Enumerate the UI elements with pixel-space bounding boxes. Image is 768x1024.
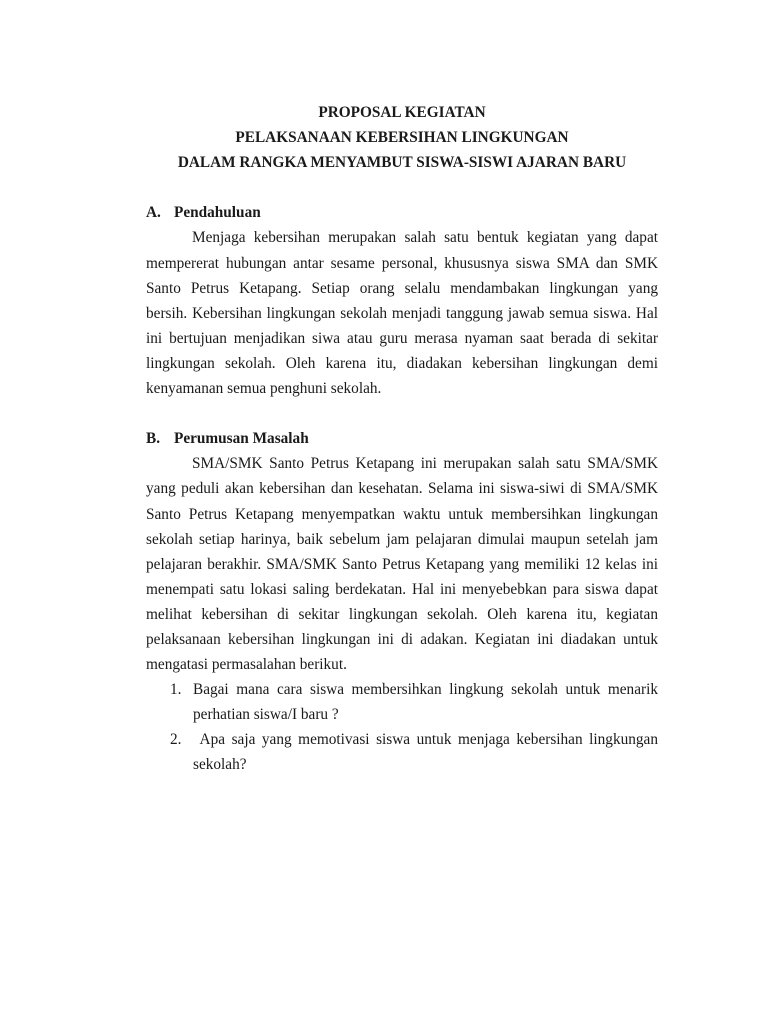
paragraph-line: yang peduli akan kebersihan dan kesehatan. Selama ini siswa-siwi di SMA/SMK — [146, 480, 658, 498]
list-item — [146, 677, 658, 727]
section-a-paragraph — [146, 225, 658, 401]
paragraph-line: mengatasi permasalahan berikut. — [146, 656, 347, 674]
document-title-line-3: DALAM RANGKA MENYAMBUT SISWA-SISWI AJARAN BARU — [177, 154, 627, 172]
section-a-label: A. — [146, 204, 161, 222]
paragraph-line: bersih. Kebersihan lingkungan sekolah menjadi tanggung jawab semua siswa. Hal — [146, 304, 658, 322]
section-a-title: Pendahuluan — [174, 204, 261, 222]
paragraph-line: pelaksanaan kebersihan lingkungan ini di adakan. Kegiatan ini diadakan untuk — [146, 630, 658, 648]
section-b-paragraph — [146, 451, 658, 677]
section-b-heading — [146, 426, 658, 451]
paragraph-line: menempati satu lokasi saling berdekatan. Hal ini menyebebkan para siswa dapat — [146, 580, 658, 598]
paragraph-line: Santo Petrus Ketapang menyempatkan waktu untuk membersihkan lingkungan — [146, 505, 658, 523]
section-b-title: Perumusan Masalah — [174, 430, 309, 448]
paragraph-line: lingkungan sekolah. Oleh karena itu, diadakan kebersihan lingkungan demi — [146, 354, 658, 372]
paragraph-line: Menjaga kebersihan merupakan salah satu bentuk kegiatan yang dapat — [192, 229, 658, 247]
paragraph-line: Santo Petrus Ketapang. Setiap orang selalu mendambakan lingkungan yang — [146, 279, 658, 297]
list-number: 1. — [170, 681, 182, 699]
list-item-text: Apa saja yang memotivasi siswa untuk menjaga kebersihan lingkungan — [193, 731, 658, 749]
document-page — [146, 100, 658, 778]
section-b-label: B. — [146, 430, 161, 448]
document-title-line-1: PROPOSAL KEGIATAN — [318, 104, 486, 121]
paragraph-line: SMA/SMK Santo Petrus Ketapang ini merupakan salah satu SMA/SMK — [192, 455, 658, 473]
paragraph-line: pelajaran berakhir. SMA/SMK Santo Petrus Ketapang yang memiliki 12 kelas ini — [146, 555, 658, 573]
list-item-text: Bagai mana cara siswa membersihkan lingkung sekolah untuk menarik — [193, 681, 658, 699]
paragraph-line: sekolah setiap harinya, baik sebelum jam pelajaran dimulai maupun setelah jam — [146, 530, 658, 548]
paragraph-line: ini bertujuan menjadikan siwa atau guru merasa nyaman saat berada di sekitar — [146, 329, 658, 347]
list-item-line — [146, 727, 658, 752]
list-item-text: sekolah? — [193, 756, 247, 774]
list-item-text: perhatian siswa/I baru ? — [193, 706, 339, 724]
list-number: 2. — [170, 731, 182, 749]
list-item — [146, 727, 658, 777]
section-a-heading — [146, 200, 658, 225]
paragraph-line: kenyamanan semua penghuni sekolah. — [146, 380, 382, 398]
document-title-line-2: PELAKSANAAN KEBERSIHAN LINGKUNGAN — [235, 129, 569, 147]
list-item-line — [146, 677, 658, 702]
paragraph-line: mempererat hubungan antar sesame personal, khususnya siswa SMA dan SMK — [146, 254, 658, 272]
paragraph-line: melihat kebersihan di sekitar lingkungan sekolah. Oleh karena itu, kegiatan — [146, 605, 658, 623]
problem-list — [146, 677, 658, 777]
